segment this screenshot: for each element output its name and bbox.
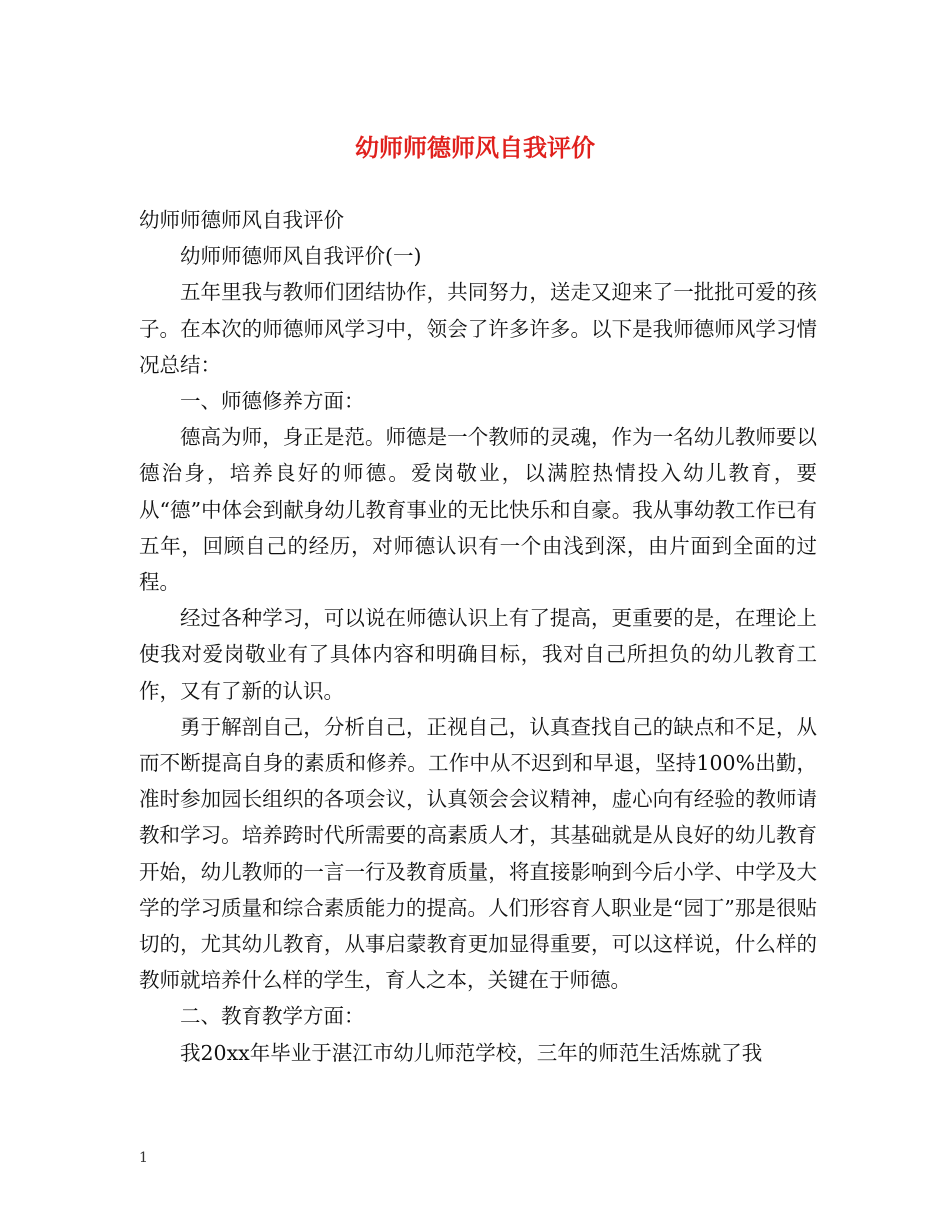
paragraph-ethics-1: 德高为师，身正是范。师德是一个教师的灵魂，作为一名幼儿教师要以德治身，培养良好的师德。爱岗敬业，以满腔热情投入幼儿教育，要从“德”中体会到献身幼儿教育事业的无比快乐和自豪。我从事幼教工作已有五年，回顾自己的经历，对师德认识有一个由浅到深，由片面到全面的过程。: [139, 425, 817, 595]
paragraph-subheading: 幼师师德师风自我评价(一): [180, 244, 422, 269]
document-body: [139, 202, 817, 1071]
paragraph-heading: 幼师师德师风自我评价: [139, 208, 344, 232]
section-heading-teaching: 二、教育教学方面：: [180, 1004, 365, 1029]
paragraph-ethics-2: 经过各种学习，可以说在师德认识上有了提高，更重要的是，在理论上使我对爱岗敬业有了具体内容和明确目标，我对自己所担负的幼儿教育工作，又有了新的认识。: [139, 606, 817, 703]
document-title: 幼师师德师风自我评价: [355, 133, 595, 162]
paragraph-teaching-1: 我20xx年毕业于湛江市幼儿师范学校，三年的师范生活炼就了我: [180, 1040, 763, 1065]
paragraph-intro: 五年里我与教师们团结协作，共同努力，送走又迎来了一批批可爱的孩子。在本次的师德师风学习中，领会了许多许多。以下是我师德师风学习情况总结：: [139, 280, 817, 377]
paragraph-ethics-3: 勇于解剖自己，分析自己，正视自己，认真查找自己的缺点和不足，从而不断提高自身的素质和修养。工作中从不迟到和早退，坚持100%出勤，准时参加园长组织的各项会议，认真领会会议精神，虚心向有经验的教师请教和学习。培养跨时代所需要的高素质人才，其基础就是从良好的幼儿教育开始，幼儿教师的一言一行及教育质量，将直接影响到今后小学、中学及大学的学习质量和综合素质能力的提高。人们形容育人职业是“园丁”那是很贴切的，尤其幼儿教育，从事启蒙教育更加显得重要，可以这样说，什么样的教师就培养什么样的学生，育人之本，关键在于师德。: [139, 714, 817, 993]
section-heading-ethics: 一、师德修养方面：: [180, 389, 365, 414]
page-number: 1: [139, 1150, 148, 1166]
